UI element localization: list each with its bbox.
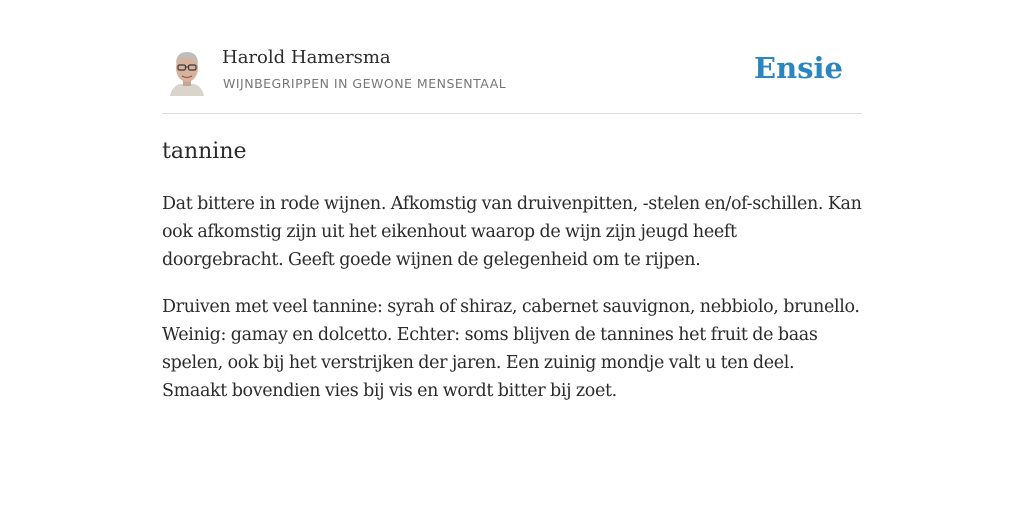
ensie-logo-link[interactable]: Ensie [754, 51, 843, 85]
definition-body [162, 190, 862, 424]
definition-card [162, 0, 862, 401]
author-tagline: WIJNBEGRIPPEN IN GEWONE MENSENTAAL [223, 76, 507, 91]
definition-paragraph: Dat bittere in rode wijnen. Afkomstig van druivenpitten, -stelen en/of-schillen. Kan ook afkomstig zijn uit het eikenhout waarop de wijn zijn jeugd heeft doorgebracht. Geeft goede wijnen de gelegenheid om te rijpen. [162, 194, 862, 270]
author-name[interactable]: Harold Hamersma [222, 47, 391, 68]
definition-paragraph: Druiven met veel tannine: syrah of shiraz, cabernet sauvignon, nebbiolo, brunello. Weinig: gamay en dolcetto. Echter: soms blijven de tannines het fruit de baas spelen, ook bij het verstrijken der jaren. Een zuinig mondje valt u ten deel. Smaakt bovendien vies bij vis en wordt bitter bij zoet. [162, 297, 860, 401]
header [162, 0, 862, 114]
term-title: tannine [162, 139, 247, 164]
author-avatar [166, 46, 208, 96]
